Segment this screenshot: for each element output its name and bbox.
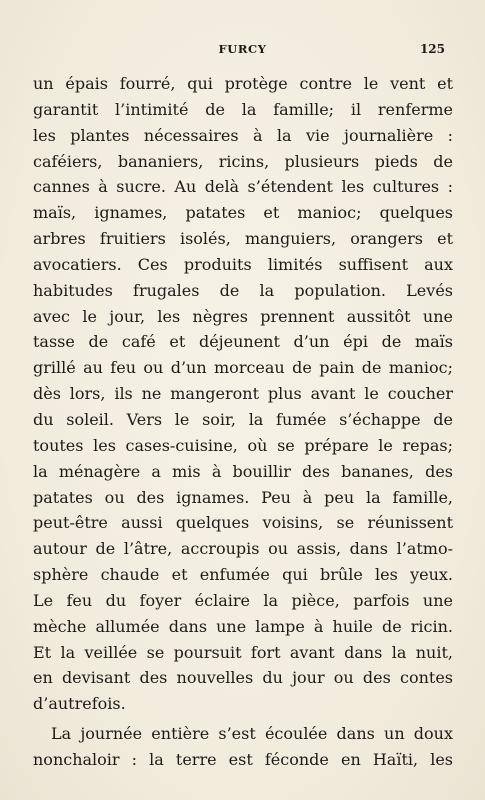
text-line: autour de l’âtre, accroupis ou assis, dans l’atmo- — [33, 539, 453, 559]
text-line: Et la veillée se poursuit fort avant dans la nuit, — [33, 642, 453, 662]
text-line: un épais fourré, qui protège contre le vent et — [33, 74, 453, 93]
paragraph-2 — [33, 721, 453, 773]
text-line: avec le jour, les nègres prennent aussitôt une — [33, 306, 453, 326]
page-number: 125 — [419, 42, 445, 56]
text-line: la ménagère a mis à bouillir des bananes, des — [33, 461, 453, 481]
text-line: du soleil. Vers le soir, la fumée s’échappe de — [33, 409, 453, 429]
text-line: maïs, ignames, patates et manioc; quelques — [33, 203, 453, 223]
text-line: nonchaloir : la terre est féconde en Haïti, les — [33, 749, 453, 769]
running-title: FURCY — [218, 42, 267, 56]
text-line: La journée entière s’est écoulée dans un doux — [51, 724, 453, 744]
paragraph-1 — [33, 71, 453, 717]
page-header — [0, 42, 485, 62]
text-line: caféiers, bananiers, ricins, plusieurs pieds de — [33, 151, 453, 171]
text-line: dès lors, ils ne mangeront plus avant le coucher — [33, 384, 453, 404]
body-text — [33, 71, 453, 773]
text-line: avocatiers. Ces produits limités suffisent aux — [33, 254, 453, 274]
text-line: mèche allumée dans une lampe à huile de ricin. — [33, 616, 453, 636]
text-line: sphère chaude et enfumée qui brûle les yeux. — [33, 565, 453, 585]
text-line: peut-être aussi quelques voisins, se réunissent — [33, 513, 453, 533]
text-line: arbres fruitiers isolés, manguiers, orangers et — [33, 229, 453, 249]
text-line: patates ou des ignames. Peu à peu la famille, — [33, 487, 453, 507]
text-line: d’autrefois. — [33, 694, 126, 714]
text-line: les plantes nécessaires à la vie journalière : — [33, 125, 453, 145]
text-line: cannes à sucre. Au delà s’étendent les cultures : — [33, 177, 453, 197]
text-line: en devisant des nouvelles du jour ou des contes — [33, 668, 453, 688]
text-line: Le feu du foyer éclaire la pièce, parfois une — [33, 590, 453, 610]
text-line: habitudes frugales de la population. Levés — [33, 280, 453, 300]
text-line: grillé au feu ou d’un morceau de pain de manioc; — [33, 358, 453, 378]
text-line: tasse de café et déjeunent d’un épi de maïs — [33, 332, 453, 352]
text-line: toutes les cases-cuisine, où se prépare le repas; — [33, 435, 453, 455]
text-line: garantit l’intimité de la famille; il renferme — [33, 99, 453, 119]
